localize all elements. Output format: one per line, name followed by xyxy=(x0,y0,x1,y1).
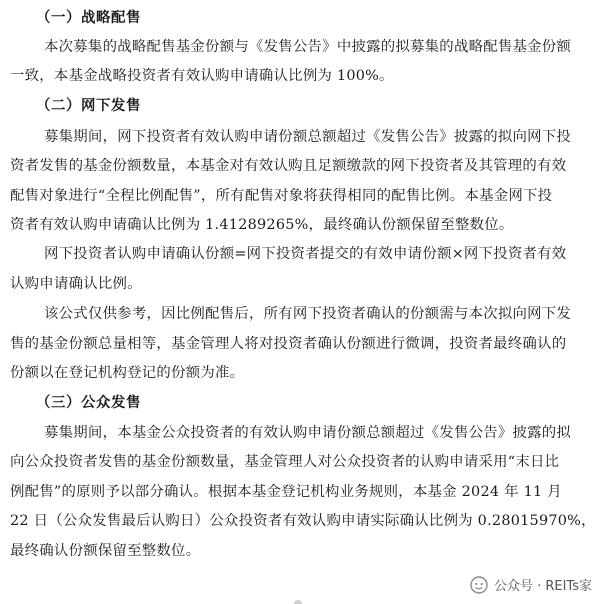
paragraph-line: 募集期间，本基金公众投资者的有效认购申请份额总额超过《发售公告》披露的拟 xyxy=(44,425,572,441)
watermark-text: 公众号 · REITs家 xyxy=(493,579,592,594)
wechat-watermark xyxy=(470,575,592,594)
paragraph-line: 向公众投资者发售的基金份额数量，基金管理人对公众投资者的认购申请采用“末日比 xyxy=(10,454,560,470)
paragraph-line: 配售对象进行“全程比例配售”，所有配售对象将获得相同的配售比例。本基金网下投 xyxy=(10,188,553,204)
section-heading-strategic-placement: （一）战略配售 xyxy=(36,9,141,26)
paragraph-line: 售的基金份额总量相等，基金管理人将对投资者确认份额进行微调，投资者最终确认的 xyxy=(10,336,567,352)
paragraph-line: 例配售”的原则予以部分确认。根据本基金登记机构业务规则，本基金 2024 年 11 月 xyxy=(10,484,562,500)
paragraph-line: 资者发售的基金份额数量，本基金对有效认购且足额缴款的网下投资者及其管理的有效 xyxy=(10,158,567,174)
wechat-official-account-icon xyxy=(470,576,488,594)
formula-line: 认购申请确认比例。 xyxy=(10,276,142,292)
paragraph-line: 资者有效认购申请确认比例为 1.41289265%，最终确认份额保留至整数位。 xyxy=(10,217,514,233)
section-heading-public-offering: （三）公众发售 xyxy=(36,394,141,411)
paragraph-line: 该公式仅供参考，因比例配售后，所有网下投资者确认的份额需与本次拟向网下发 xyxy=(44,306,572,322)
paragraph-line: 份额以在登记机构登记的份额为准。 xyxy=(10,365,245,381)
paragraph-line: 募集期间，网下投资者有效认购申请份额总额超过《发售公告》披露的拟向网下投 xyxy=(44,129,572,145)
section-heading-offline-offering: （二）网下发售 xyxy=(36,97,141,114)
page-bottom-marker xyxy=(294,600,302,604)
paragraph-line: 22 日（公众发售最后认购日）公众投资者有效认购申请实际确认比例为 0.28015970%， xyxy=(10,513,596,529)
paragraph-line: 本次募集的战略配售基金份额与《发售公告》中披露的拟募集的战略配售基金份额 xyxy=(44,39,572,55)
formula-line: 网下投资者认购申请确认份额=网下投资者提交的有效申请份额×网下投资者有效 xyxy=(44,246,567,262)
paragraph-line: 一致，本基金战略投资者有效认购申请确认比例为 100%。 xyxy=(10,68,394,84)
paragraph-line: 最终确认份额保留至整数位。 xyxy=(10,543,201,559)
